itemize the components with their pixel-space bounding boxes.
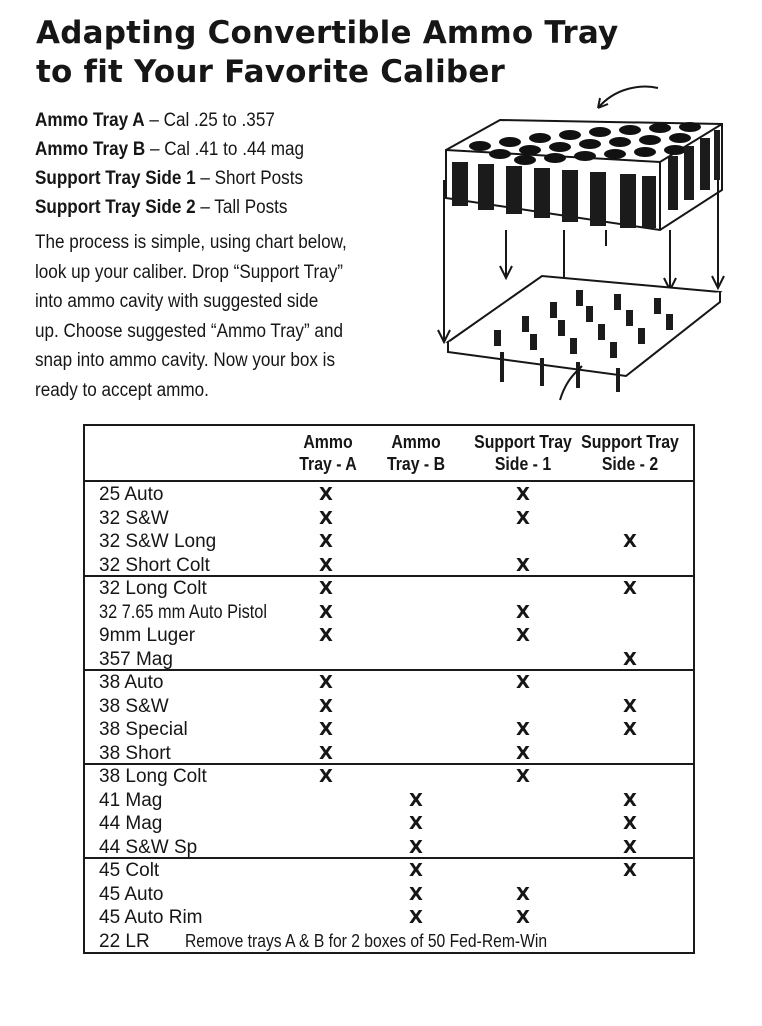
column-header-support-side-1: Support Tray Side - 1	[474, 432, 572, 474]
instructions-line: The process is simple, using chart below,	[35, 232, 347, 253]
table-row	[85, 695, 693, 719]
caliber-name: 357 Mag	[99, 648, 173, 670]
check-mark-b: X	[409, 813, 423, 834]
spec-label: Ammo Tray A	[35, 110, 145, 131]
table-row	[85, 601, 693, 625]
caliber-name: 38 Auto	[99, 672, 164, 693]
check-mark-a: X	[319, 672, 333, 693]
caliber-name: 45 Colt	[99, 860, 160, 881]
spec-item	[35, 193, 395, 222]
check-mark-a: X	[319, 554, 333, 576]
spec-label: Ammo Tray B	[35, 139, 146, 160]
check-mark-s2: X	[623, 860, 637, 881]
instructions-line: up. Choose suggested “Ammo Tray” and	[35, 320, 343, 342]
spec-text: – Cal .25 to .357	[144, 110, 275, 131]
caliber-name: 44 Mag	[99, 813, 163, 834]
caliber-name: 32 Short Colt	[99, 554, 210, 576]
table-row	[85, 883, 693, 907]
caliber-name: 38 S&W	[99, 695, 169, 717]
title-line-2: to fit Your Favorite Caliber	[36, 54, 506, 90]
check-mark-s1: X	[516, 672, 530, 693]
caliber-name: 45 Auto	[99, 883, 164, 905]
check-mark-a: X	[319, 507, 333, 529]
instructions-line: snap into ammo cavity. Now your box is	[35, 350, 336, 371]
caliber-name: 38 Special	[99, 719, 188, 740]
check-mark-s1: X	[516, 625, 530, 646]
caliber-name: 38 Long Colt	[99, 766, 207, 787]
caliber-name: 32 S&W Long	[99, 531, 217, 552]
table-row	[85, 671, 693, 695]
check-mark-s1: X	[516, 601, 530, 623]
table-row	[85, 483, 693, 507]
check-mark-s2: X	[623, 789, 637, 811]
group-divider	[85, 575, 693, 577]
spec-item	[35, 135, 395, 164]
instructions-paragraph	[35, 228, 455, 405]
spec-text: – Cal .41 to .44 mag	[145, 139, 304, 160]
table-row	[85, 836, 693, 860]
check-mark-s2: X	[623, 578, 637, 599]
caliber-name: 9mm Luger	[99, 625, 196, 646]
check-mark-s2: X	[623, 719, 637, 740]
caliber-name: 45 Auto Rim	[99, 907, 203, 928]
table-row	[85, 530, 693, 554]
spec-text: – Tall Posts	[195, 197, 288, 218]
table-row	[85, 624, 693, 648]
instructions-line: look up your caliber. Drop “Support Tray”	[35, 261, 343, 283]
chart-header	[85, 426, 693, 482]
column-header-tray-a: Ammo Tray - A	[299, 432, 357, 474]
table-row	[85, 742, 693, 766]
check-mark-s1: X	[516, 907, 530, 928]
check-mark-s1: X	[516, 507, 530, 529]
table-row	[85, 507, 693, 531]
check-mark-a: X	[319, 766, 333, 787]
check-mark-s1: X	[516, 742, 530, 764]
caliber-name: 32 Long Colt	[99, 578, 207, 599]
check-mark-s2: X	[623, 813, 637, 834]
caliber-name: 44 S&W Sp	[99, 836, 198, 858]
check-mark-s2: X	[623, 836, 637, 858]
check-mark-s2: X	[623, 531, 637, 552]
spec-item	[35, 164, 395, 193]
check-mark-b: X	[409, 907, 423, 928]
table-row	[85, 859, 693, 883]
check-mark-a: X	[319, 578, 333, 599]
table-row	[85, 765, 693, 789]
caliber-name: 32 7.65 mm Auto Pistol	[99, 601, 268, 623]
caliber-name: 32 S&W	[99, 507, 169, 529]
table-row	[85, 718, 693, 742]
instructions-line: ready to accept ammo.	[35, 379, 209, 401]
caliber-note: Remove trays A & B for 2 boxes of 50 Fed-Rem-Win	[185, 930, 548, 951]
check-mark-s1: X	[516, 484, 530, 505]
check-mark-b: X	[409, 883, 423, 905]
table-row	[85, 577, 693, 601]
caliber-name: 41 Mag	[99, 789, 163, 811]
check-mark-a: X	[319, 742, 333, 764]
check-mark-a: X	[319, 531, 333, 552]
spec-text: – Short Posts	[195, 168, 304, 189]
table-row	[85, 648, 693, 672]
group-divider	[85, 669, 693, 671]
group-divider	[85, 763, 693, 765]
table-row	[85, 789, 693, 813]
column-header-support-side-2: Support Tray Side - 2	[581, 432, 679, 474]
check-mark-b: X	[409, 789, 423, 811]
check-mark-b: X	[409, 860, 423, 881]
check-mark-a: X	[319, 484, 333, 505]
caliber-name: 22 LR	[99, 930, 150, 952]
spec-label: Support Tray Side 1	[35, 168, 196, 189]
title-line-1: Adapting Convertible Ammo Tray	[36, 15, 619, 51]
spec-item	[35, 106, 395, 135]
check-mark-b: X	[409, 836, 423, 858]
table-row	[85, 554, 693, 578]
group-divider	[85, 857, 693, 859]
check-mark-s2: X	[623, 648, 637, 670]
check-mark-s1: X	[516, 766, 530, 787]
check-mark-a: X	[319, 695, 333, 717]
check-mark-s1: X	[516, 719, 530, 740]
check-mark-a: X	[319, 601, 333, 623]
caliber-name: 25 Auto	[99, 484, 164, 505]
check-mark-s1: X	[516, 883, 530, 905]
caliber-chart	[83, 424, 695, 954]
instructions-line: into ammo cavity with suggested side	[35, 291, 319, 312]
spec-label: Support Tray Side 2	[35, 197, 196, 218]
check-mark-a: X	[319, 719, 333, 740]
column-header-tray-b: Ammo Tray - B	[386, 432, 446, 474]
table-row	[85, 930, 693, 954]
ammo-tray-assembly-icon	[430, 80, 730, 410]
check-mark-s2: X	[623, 695, 637, 717]
check-mark-a: X	[319, 625, 333, 646]
table-row	[85, 906, 693, 930]
check-mark-s1: X	[516, 554, 530, 576]
table-row	[85, 812, 693, 836]
tray-spec-list	[35, 106, 435, 222]
caliber-name: 38 Short	[99, 742, 171, 764]
